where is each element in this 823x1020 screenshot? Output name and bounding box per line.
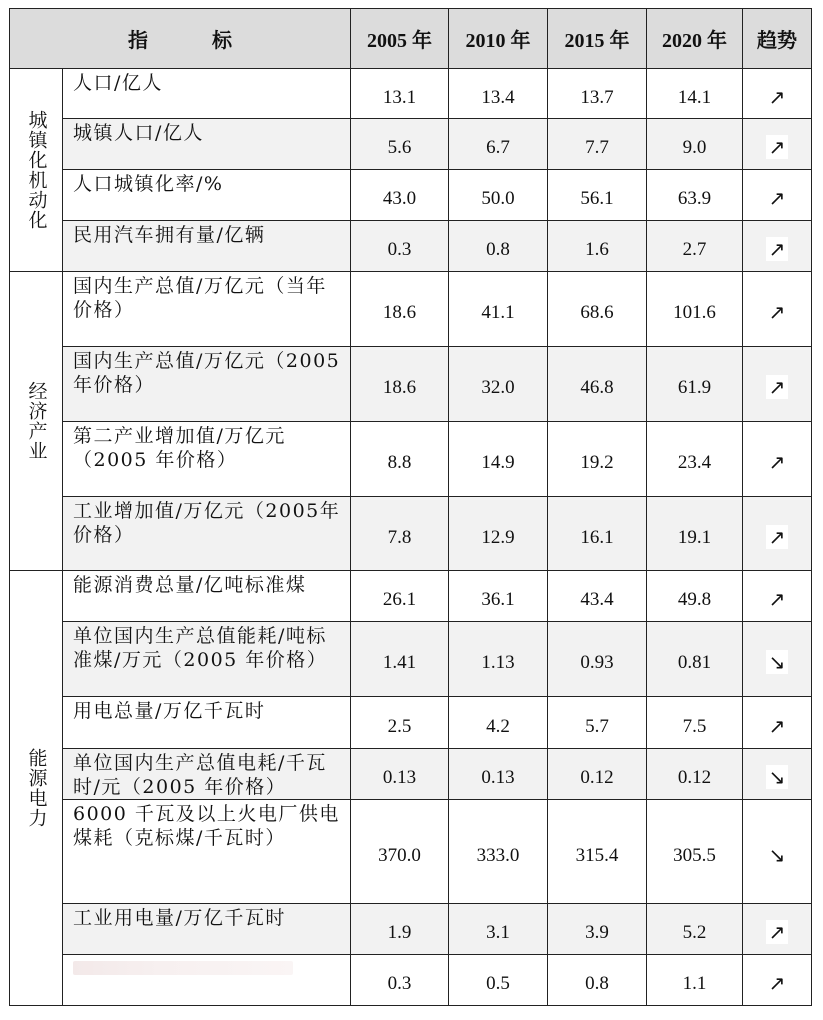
indicator-table-container — [9, 8, 812, 1006]
indicator-name: 国内生产总值/万亿元（2005年价格） — [63, 347, 351, 422]
value-cell: 18.6 — [351, 272, 449, 347]
trend-up-icon: ↗ — [766, 135, 789, 159]
value-cell: 101.6 — [647, 272, 743, 347]
value-cell: 19.2 — [548, 422, 647, 497]
value-cell: 12.9 — [449, 497, 548, 571]
value-cell: 1.41 — [351, 622, 449, 697]
group-label: 城镇化机动化 — [10, 69, 63, 272]
trend-down-icon: ↘ — [768, 842, 786, 867]
value-cell: 36.1 — [449, 571, 548, 622]
value-cell: 5.7 — [548, 697, 647, 749]
trend-up-icon: ↗ — [768, 713, 786, 738]
value-cell: 0.8 — [449, 221, 548, 272]
group-label: 经济产业 — [10, 272, 63, 571]
trend-cell — [743, 749, 812, 800]
trend-up-icon: ↗ — [766, 920, 789, 944]
value-cell: 7.5 — [647, 697, 743, 749]
header-year-2020: 2020 年 — [647, 9, 743, 69]
table-row — [10, 170, 812, 221]
indicator-name: 国内生产总值/万亿元（当年价格） — [63, 272, 351, 347]
trend-cell — [743, 422, 812, 497]
value-cell: 1.9 — [351, 904, 449, 955]
value-cell: 3.1 — [449, 904, 548, 955]
table-row — [10, 697, 812, 749]
value-cell: 56.1 — [548, 170, 647, 221]
value-cell: 43.0 — [351, 170, 449, 221]
header-trend: 趋势 — [743, 9, 812, 69]
trend-cell — [743, 571, 812, 622]
trend-up-icon: ↗ — [768, 450, 786, 474]
value-cell: 43.4 — [548, 571, 647, 622]
indicator-name: 人口城镇化率/% — [63, 170, 351, 221]
table-row — [10, 800, 812, 904]
trend-down-icon: ↘ — [766, 650, 789, 674]
value-cell: 0.13 — [351, 749, 449, 800]
value-cell: 1.1 — [647, 955, 743, 1006]
value-cell: 7.7 — [548, 119, 647, 170]
value-cell: 1.6 — [548, 221, 647, 272]
indicator-name: 人口/亿人 — [63, 69, 351, 119]
trend-cell — [743, 119, 812, 170]
table-row — [10, 622, 812, 697]
trend-cell — [743, 497, 812, 571]
indicator-table — [9, 8, 812, 1006]
value-cell: 0.8 — [548, 955, 647, 1006]
value-cell: 14.9 — [449, 422, 548, 497]
trend-up-icon: ↗ — [768, 300, 786, 324]
trend-cell — [743, 69, 812, 119]
indicator-name: 单位国内生产总值能耗/吨标准煤/万元（2005 年价格） — [63, 622, 351, 697]
table-row — [10, 119, 812, 170]
group-label: 能源电力 — [10, 571, 63, 1006]
table-row — [10, 571, 812, 622]
indicator-name: 民用汽车拥有量/亿辆 — [63, 221, 351, 272]
indicator-name — [63, 955, 351, 1006]
indicator-name: 6000 千瓦及以上火电厂供电煤耗（克标煤/千瓦时） — [63, 800, 351, 904]
value-cell: 4.2 — [449, 697, 548, 749]
trend-up-icon: ↗ — [766, 237, 789, 261]
value-cell: 0.12 — [647, 749, 743, 800]
value-cell: 61.9 — [647, 347, 743, 422]
trend-up-icon: ↗ — [766, 375, 789, 399]
value-cell: 46.8 — [548, 347, 647, 422]
header-indicator: 指 标 — [10, 9, 351, 69]
value-cell: 8.8 — [351, 422, 449, 497]
value-cell: 0.12 — [548, 749, 647, 800]
trend-up-icon: ↗ — [766, 525, 789, 549]
value-cell: 333.0 — [449, 800, 548, 904]
value-cell: 26.1 — [351, 571, 449, 622]
value-cell: 9.0 — [647, 119, 743, 170]
indicator-name: 工业用电量/万亿千瓦时 — [63, 904, 351, 955]
value-cell: 19.1 — [647, 497, 743, 571]
value-cell: 32.0 — [449, 347, 548, 422]
value-cell: 1.13 — [449, 622, 548, 697]
header-year-2015: 2015 年 — [548, 9, 647, 69]
value-cell: 16.1 — [548, 497, 647, 571]
trend-up-icon: ↗ — [768, 84, 786, 109]
trend-cell — [743, 347, 812, 422]
table-row — [10, 955, 812, 1006]
table-row — [10, 497, 812, 571]
value-cell: 0.13 — [449, 749, 548, 800]
trend-cell — [743, 955, 812, 1006]
value-cell: 370.0 — [351, 800, 449, 904]
value-cell: 315.4 — [548, 800, 647, 904]
header-row — [10, 9, 812, 69]
value-cell: 5.2 — [647, 904, 743, 955]
value-cell: 13.7 — [548, 69, 647, 119]
indicator-name: 工业增加值/万亿元（2005年价格） — [63, 497, 351, 571]
value-cell: 3.9 — [548, 904, 647, 955]
trend-cell — [743, 622, 812, 697]
table-row — [10, 69, 812, 119]
value-cell: 7.8 — [351, 497, 449, 571]
value-cell: 0.93 — [548, 622, 647, 697]
trend-up-icon: ↗ — [768, 186, 786, 210]
trend-cell — [743, 697, 812, 749]
value-cell: 41.1 — [449, 272, 548, 347]
table-row — [10, 347, 812, 422]
trend-cell — [743, 170, 812, 221]
indicator-name: 第二产业增加值/万亿元（2005 年价格） — [63, 422, 351, 497]
value-cell: 0.5 — [449, 955, 548, 1006]
value-cell: 18.6 — [351, 347, 449, 422]
value-cell: 14.1 — [647, 69, 743, 119]
value-cell: 50.0 — [449, 170, 548, 221]
value-cell: 49.8 — [647, 571, 743, 622]
value-cell: 2.5 — [351, 697, 449, 749]
table-body — [10, 69, 812, 1006]
table-row — [10, 904, 812, 955]
trend-cell — [743, 904, 812, 955]
header-year-2010: 2010 年 — [449, 9, 548, 69]
value-cell: 13.4 — [449, 69, 548, 119]
trend-cell — [743, 272, 812, 347]
value-cell: 5.6 — [351, 119, 449, 170]
value-cell: 0.3 — [351, 955, 449, 1006]
table-row — [10, 221, 812, 272]
value-cell: 63.9 — [647, 170, 743, 221]
value-cell: 68.6 — [548, 272, 647, 347]
indicator-name: 城镇人口/亿人 — [63, 119, 351, 170]
value-cell: 0.81 — [647, 622, 743, 697]
value-cell: 305.5 — [647, 800, 743, 904]
value-cell: 13.1 — [351, 69, 449, 119]
trend-cell — [743, 221, 812, 272]
indicator-name: 单位国内生产总值电耗/千瓦时/元（2005 年价格） — [63, 749, 351, 800]
value-cell: 0.3 — [351, 221, 449, 272]
indicator-name: 能源消费总量/亿吨标准煤 — [63, 571, 351, 622]
value-cell: 6.7 — [449, 119, 548, 170]
table-row — [10, 272, 812, 347]
trend-down-icon: ↘ — [766, 765, 789, 789]
obscured-text — [73, 961, 293, 975]
trend-up-icon: ↗ — [768, 971, 786, 995]
table-row — [10, 422, 812, 497]
value-cell: 23.4 — [647, 422, 743, 497]
header-year-2005: 2005 年 — [351, 9, 449, 69]
value-cell: 2.7 — [647, 221, 743, 272]
trend-up-icon: ↗ — [768, 587, 786, 611]
trend-cell — [743, 800, 812, 904]
indicator-name: 用电总量/万亿千瓦时 — [63, 697, 351, 749]
table-row — [10, 749, 812, 800]
